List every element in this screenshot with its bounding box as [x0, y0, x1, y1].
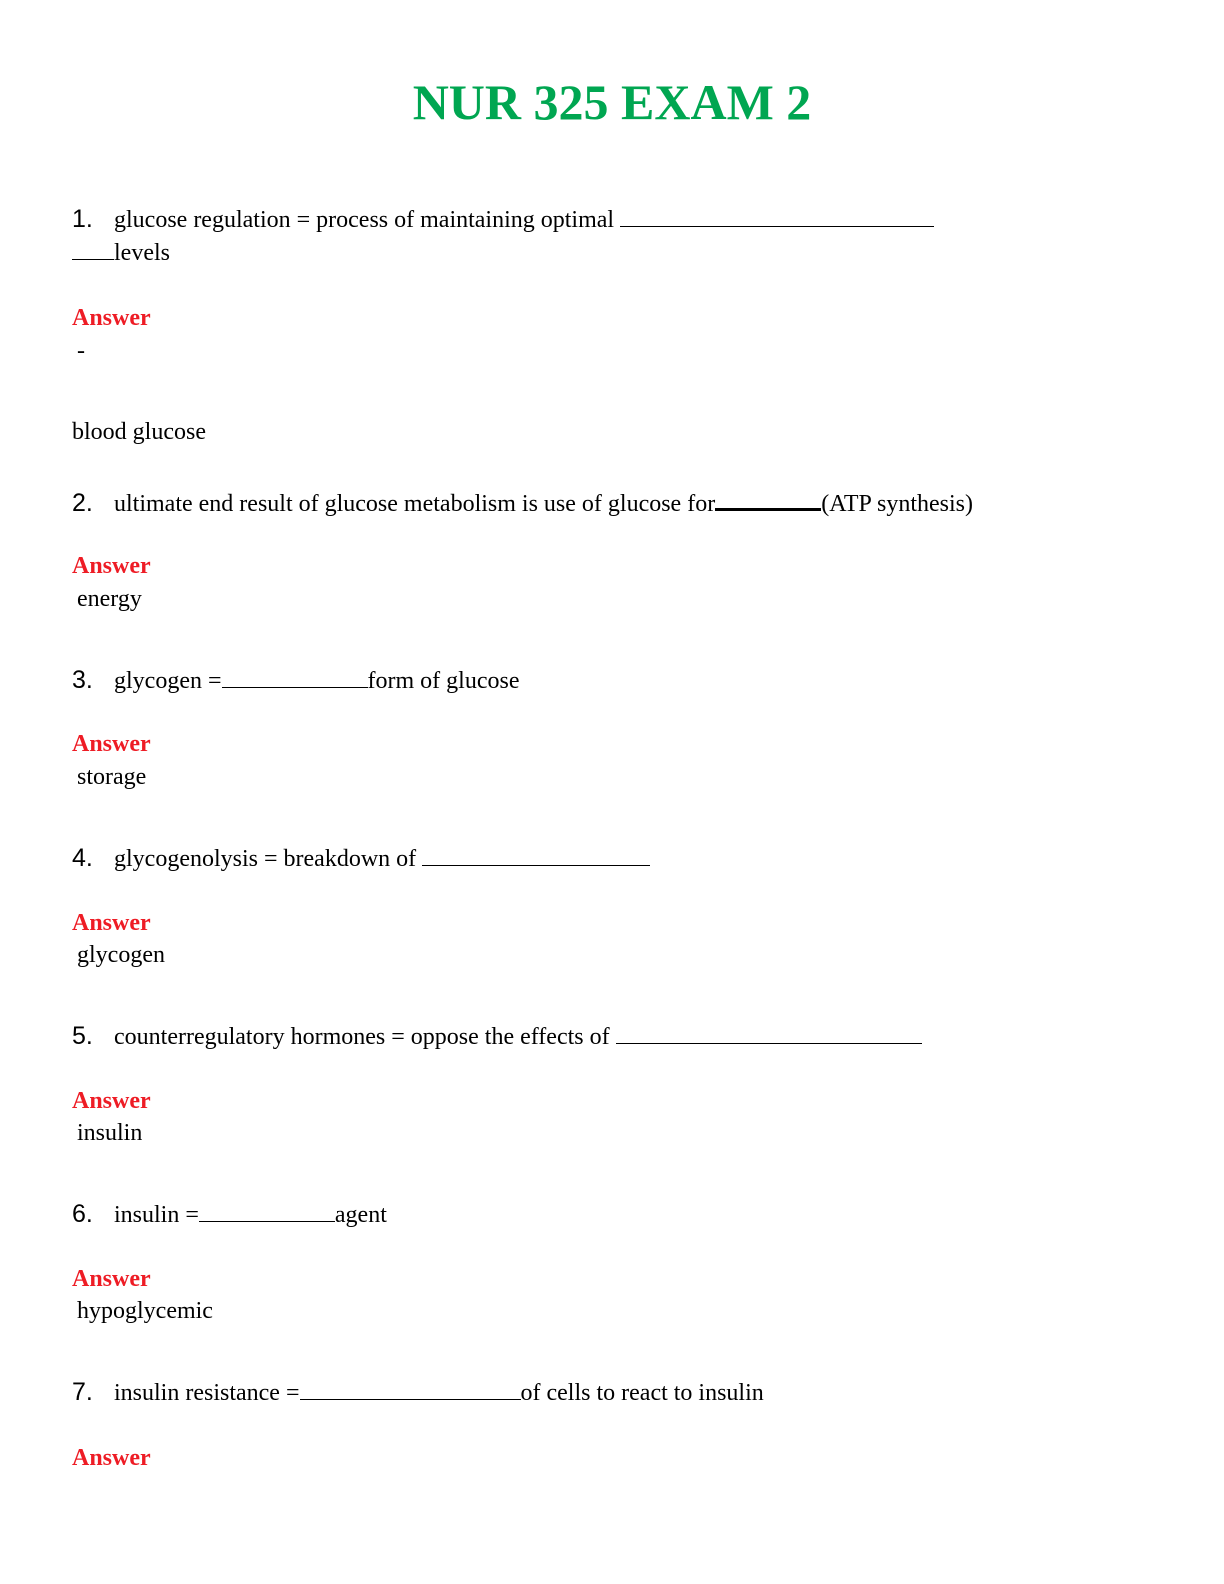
- question-number: 2.: [72, 489, 93, 517]
- question-text: glycogen =: [114, 668, 222, 694]
- question-text: form of glucose: [367, 668, 520, 694]
- answer-blank: [422, 843, 650, 866]
- answer-dash: -: [77, 338, 85, 364]
- answer-text: blood glucose: [72, 419, 206, 445]
- question-2: [72, 486, 973, 521]
- page-title: NUR 325 EXAM 2: [412, 74, 812, 130]
- answer-text: insulin: [77, 1120, 143, 1146]
- question-number: 5.: [72, 1022, 93, 1050]
- answer-text: storage: [77, 764, 147, 790]
- answer-text: hypoglycemic: [77, 1298, 213, 1324]
- question-number: 4.: [72, 844, 93, 872]
- question-3: [72, 664, 519, 698]
- answer-blank: [620, 204, 934, 227]
- question-text: glycogenolysis = breakdown of: [114, 846, 423, 872]
- question-text: ultimate end result of glucose metabolism is use of glucose for: [114, 491, 716, 517]
- question-5: [72, 1020, 922, 1054]
- question-text: (ATP synthesis): [821, 491, 973, 517]
- question-7: [72, 1376, 764, 1410]
- question-text: agent: [334, 1202, 387, 1228]
- answer-text: glycogen: [77, 942, 165, 968]
- question-number: 3.: [72, 666, 93, 694]
- answer-label: Answer: [72, 305, 151, 331]
- answer-label: Answer: [72, 553, 151, 579]
- answer-label: Answer: [72, 910, 151, 936]
- answer-label: Answer: [72, 731, 151, 757]
- answer-text: energy: [77, 586, 142, 612]
- question-text: counterregulatory hormones = oppose the effects of: [114, 1024, 616, 1050]
- answer-label: Answer: [72, 1445, 151, 1471]
- question-4: [72, 842, 650, 876]
- question-text: insulin =: [114, 1202, 199, 1228]
- question-1-continuation: [72, 237, 170, 270]
- answer-blank: [222, 665, 368, 688]
- question-text: levels: [114, 240, 170, 266]
- answer-blank: [72, 237, 114, 260]
- question-number: 7.: [72, 1378, 93, 1406]
- answer-blank: [715, 486, 821, 511]
- question-number: 1.: [72, 205, 93, 233]
- question-text: of cells to react to insulin: [520, 1380, 764, 1406]
- question-text: glucose regulation = process of maintaining optimal: [114, 207, 621, 233]
- answer-blank: [616, 1021, 922, 1044]
- question-1: [72, 203, 934, 237]
- question-6: [72, 1198, 387, 1232]
- answer-blank: [199, 1199, 335, 1222]
- answer-label: Answer: [72, 1266, 151, 1292]
- answer-blank: [300, 1377, 521, 1400]
- question-number: 6.: [72, 1200, 93, 1228]
- answer-label: Answer: [72, 1088, 151, 1114]
- question-text: insulin resistance =: [114, 1380, 300, 1406]
